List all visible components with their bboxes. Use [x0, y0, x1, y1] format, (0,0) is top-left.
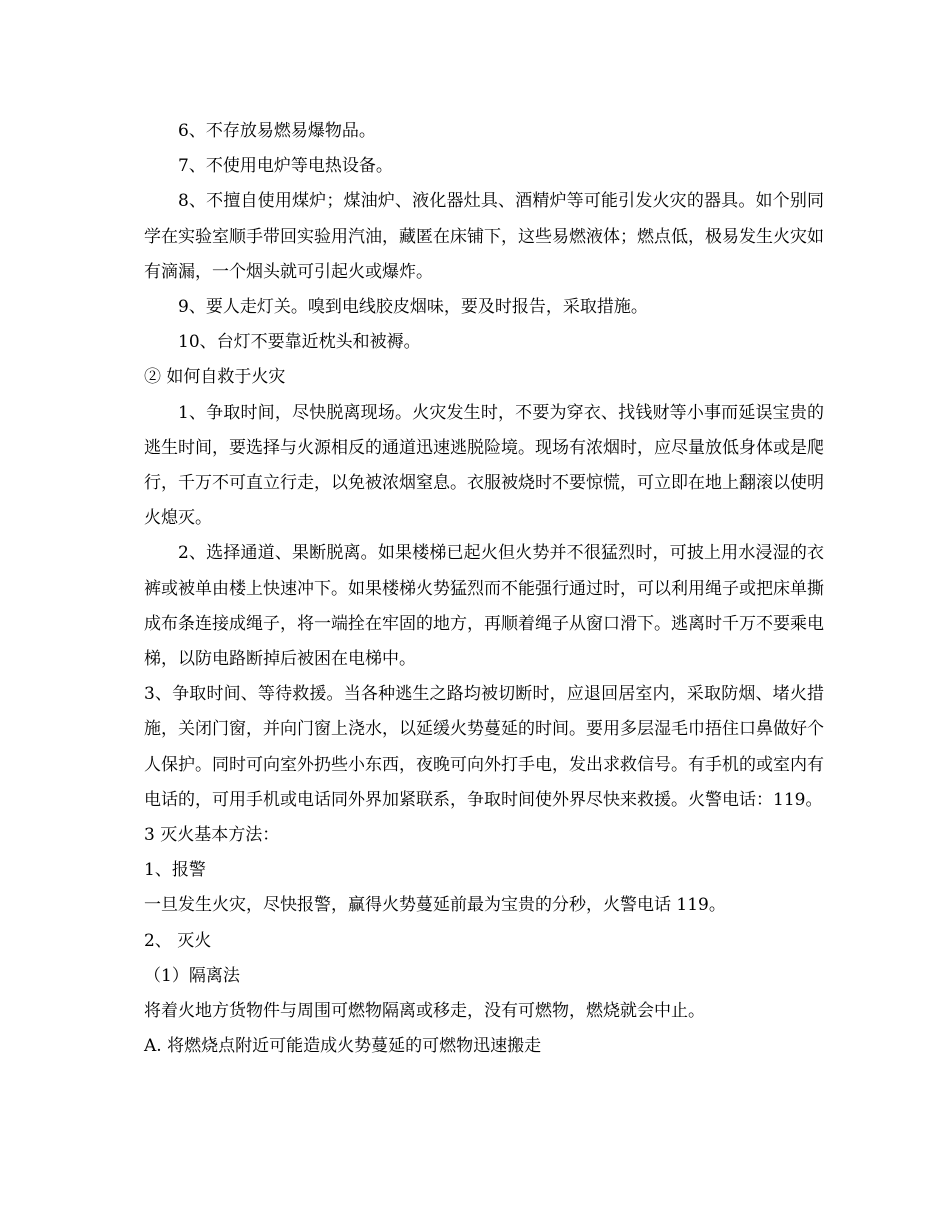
- paragraph-item-7: 7、不使用电炉等电热设备。: [178, 156, 393, 177]
- paragraph-item-6: 6、不存放易燃易爆物品。: [178, 121, 376, 141]
- paragraph-wait-rescue: 3、争取时间、等待救援。当各种逃生之路均被切断时，应退回居室内，采取防烟、堵火措施，关闭门窗，并向门窗上浇水，以延缓火势蔓延的时间。要用多层湿毛巾捂住口鼻做好个人保护。同时可向室外扔些小东西，夜晚可向外打手电，发出求救信号。有手机的或室内有电话的，可用手机或电话同外界加紧联系，争取时间使外界尽快来救援。火警电话：119。: [144, 684, 824, 810]
- paragraph-item-8: 8、不擅自使用煤炉；煤油炉、液化器灶具、酒精炉等可能引发火灾的器具。如个别同学在实验室顺手带回实验用汽油，藏匿在床铺下，这些易燃液体；燃点低，极易发生火灾如有滴漏，一个烟头就可引起火或爆炸。: [144, 191, 824, 282]
- paragraph-escape-time: 1、争取时间，尽快脱离现场。火灾发生时，不要为穿衣、找钱财等小事而延误宝贵的逃生时间，要选择与火源相反的通道迅速逃脱险境。现场有浓烟时，应尽量放低身体或是爬行，千万不可直立行走，以免被浓烟窒息。衣服被烧时不要惊慌，可立即在地上翻滚以使明火熄灭。: [144, 402, 824, 529]
- paragraph-item-9: 9、要人走灯关。嗅到电线胶皮烟味，要及时报告，采取措施。: [178, 297, 648, 318]
- list-item-a: A. 将燃烧点附近可能造成火势蔓延的可燃物迅速搬走: [144, 1036, 542, 1057]
- paragraph-alarm: 一旦发生火灾，尽快报警，赢得火势蔓延前最为宝贵的分秒，火警电话 119。: [144, 895, 726, 916]
- paragraph-isolation: 将着火地方货物件与周围可燃物隔离或移走，没有可燃物，燃烧就会中止。: [144, 1001, 705, 1022]
- section-heading-extinguish-methods: 3 灭火基本方法：: [144, 825, 280, 846]
- paragraph-choose-exit: 2、选择通道、果断脱离。如果楼梯已起火但火势并不很猛烈时，可披上用水浸湿的衣裤或被单由楼上快速冲下。如果楼梯火势猛烈而不能强行通过时，可以利用绳子或把床单撕成布条连接成绳子，将一端拴在牢固的地方，再顺着绳子从窗口滑下。逃离时千万不要乘电梯，以防电路断掉后被困在电梯中。: [144, 543, 824, 670]
- subheading-alarm: 1、报警: [144, 860, 206, 881]
- section-heading-self-rescue: ② 如何自救于火灾: [144, 367, 286, 388]
- subheading-extinguish: 2、 灭火: [144, 930, 212, 951]
- document-body: [144, 114, 824, 1064]
- paragraph-item-10: 10、台灯不要靠近枕头和被褥。: [178, 332, 421, 353]
- subheading-isolation-method: （1）隔离法: [144, 965, 240, 986]
